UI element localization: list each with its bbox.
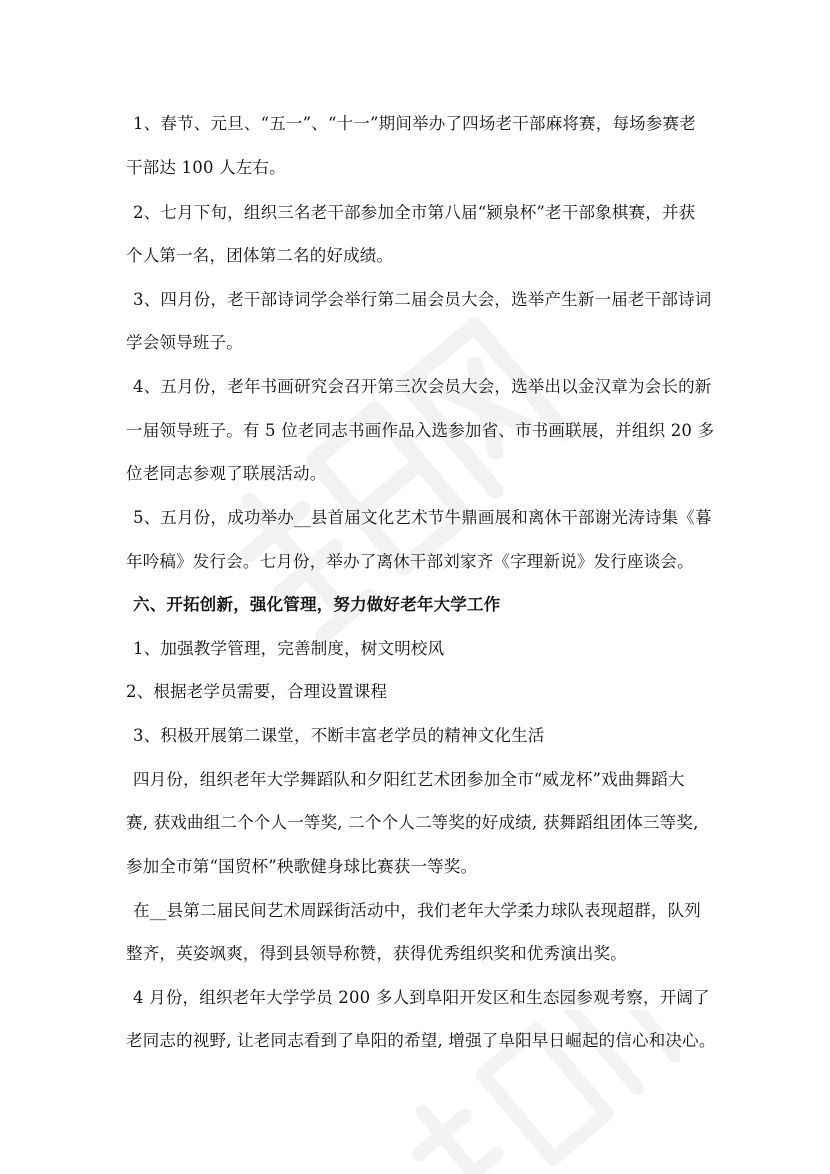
text-line: 整齐，英姿飒爽，得到县领导称赞，获得优秀组织奖和优秀演出奖。 <box>126 944 627 963</box>
text-line: 3、积极开展第二课堂，不断丰富老学员的精神文化生活 <box>133 726 545 745</box>
text-line: 赛, 获戏曲组二个个人一等奖, 二个个人二等奖的好成绩, 获舞蹈组团体三等奖, <box>126 813 699 832</box>
text-line: 个人第一名，团体第二名的好成绩。 <box>126 246 394 265</box>
text-line: 在__县第二届民间艺术周踩街活动中，我们老年大学柔力球队表现超群，队列 <box>133 901 701 920</box>
text-line: 5、五月份，成功举办__县首届文化艺术节牛鼎画展和离休干部谢光涛诗集《暮 <box>133 508 712 527</box>
text-line: 1、加强教学管理，完善制度，树文明校风 <box>133 639 445 658</box>
text-line: 老同志的视野, 让老同志看到了阜阳的希望, 增强了阜阳早日崛起的信心和决心。 <box>126 1031 716 1050</box>
text-line: 2、七月下旬，组织三名老干部参加全市第八届“颍泉杯”老干部象棋赛，并获 <box>133 203 696 222</box>
text-line: 一届领导班子。有 5 位老同志书画作品入选参加省、市书画联展，并组织 20 多 <box>126 421 715 440</box>
text-line: 位老同志参观了联展活动。 <box>126 464 327 483</box>
text-line: 1、春节、元旦、“五一”、“十一”期间举办了四场老干部麻将赛，每场参赛老 <box>133 114 696 133</box>
text-line: 参加全市第“国贸杯”秧歌健身球比赛获一等奖。 <box>126 857 478 876</box>
text-line: 学会领导班子。 <box>126 333 243 352</box>
text-line: 4 月份，组织老年大学学员 200 多人到阜阳开发区和生态园参观考察，开阔了 <box>133 988 710 1007</box>
text-line: 干部达 100 人左右。 <box>126 158 286 177</box>
text-line: 4、五月份，老年书画研究会召开第三次会员大会，选举出以金汉章为会长的新 <box>133 377 712 396</box>
text-line: 3、四月份，老干部诗词学会举行第二届会员大会，选举产生新一届老干部诗词 <box>133 290 712 309</box>
text-line: 年吟稿》发行会。七月份，举办了离休干部刘家齐《字理新说》发行座谈会。 <box>126 552 694 571</box>
section-heading: 六、开拓创新，强化管理，努力做好老年大学工作 <box>133 595 501 614</box>
text-line: 2、根据老学员需要，合理设置课程 <box>126 682 388 701</box>
text-line: 四月份，组织老年大学舞蹈队和夕阳红艺术团参加全市“威龙杯”戏曲舞蹈大 <box>133 770 685 789</box>
